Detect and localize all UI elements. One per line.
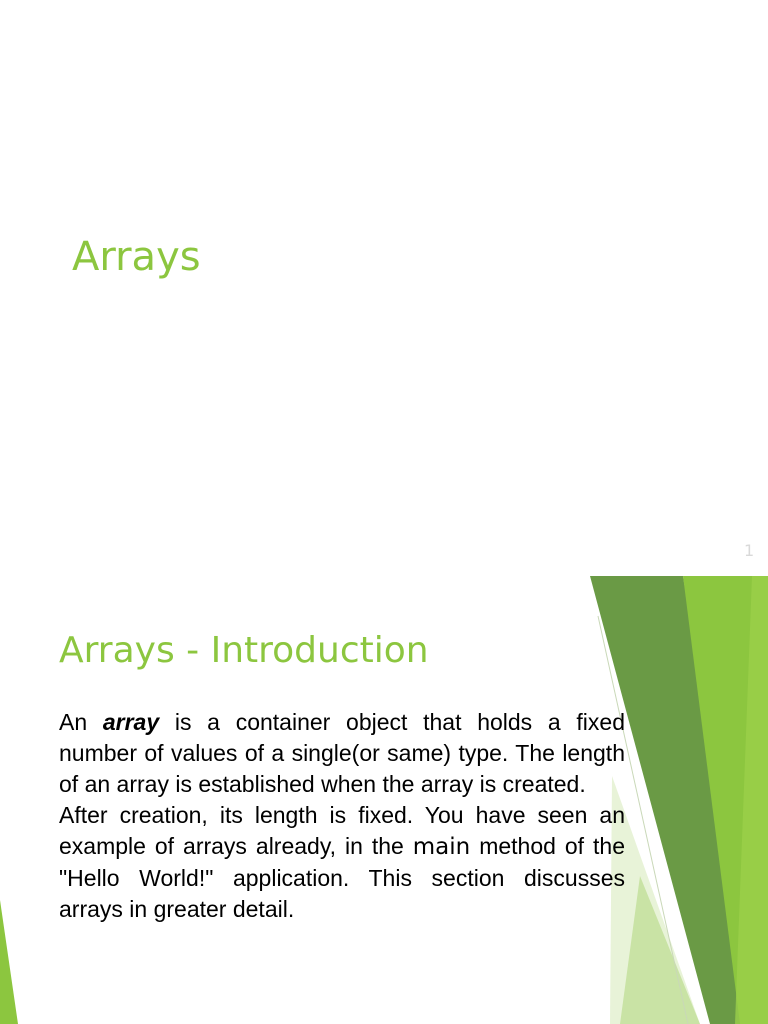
slide-number: 1: [744, 541, 755, 560]
slide-title: Arrays - Introduction: [59, 630, 429, 671]
paragraph-2-text-a: After creation, its length is fixed. You have seen an example of arrays already, in the: [59, 802, 625, 859]
paragraph-2: [59, 800, 625, 925]
paragraph-1-prefix: An: [59, 709, 103, 735]
array-term: array: [102, 709, 160, 735]
slide-body: [59, 707, 625, 925]
paragraph-1-text: is a container object that holds a fixed number of values of a single(or same) type. The length of an array is established when the array is created.: [59, 709, 625, 797]
code-main: main: [412, 834, 471, 860]
slide-title: Arrays: [72, 234, 201, 280]
paragraph-2-text-b: method of the "Hello World!" application. This section discusses arrays in greater detail.: [59, 833, 625, 922]
left-stripe-shape: [0, 900, 18, 1024]
content-slide: [0, 576, 768, 1024]
paragraph-1: [59, 707, 625, 800]
